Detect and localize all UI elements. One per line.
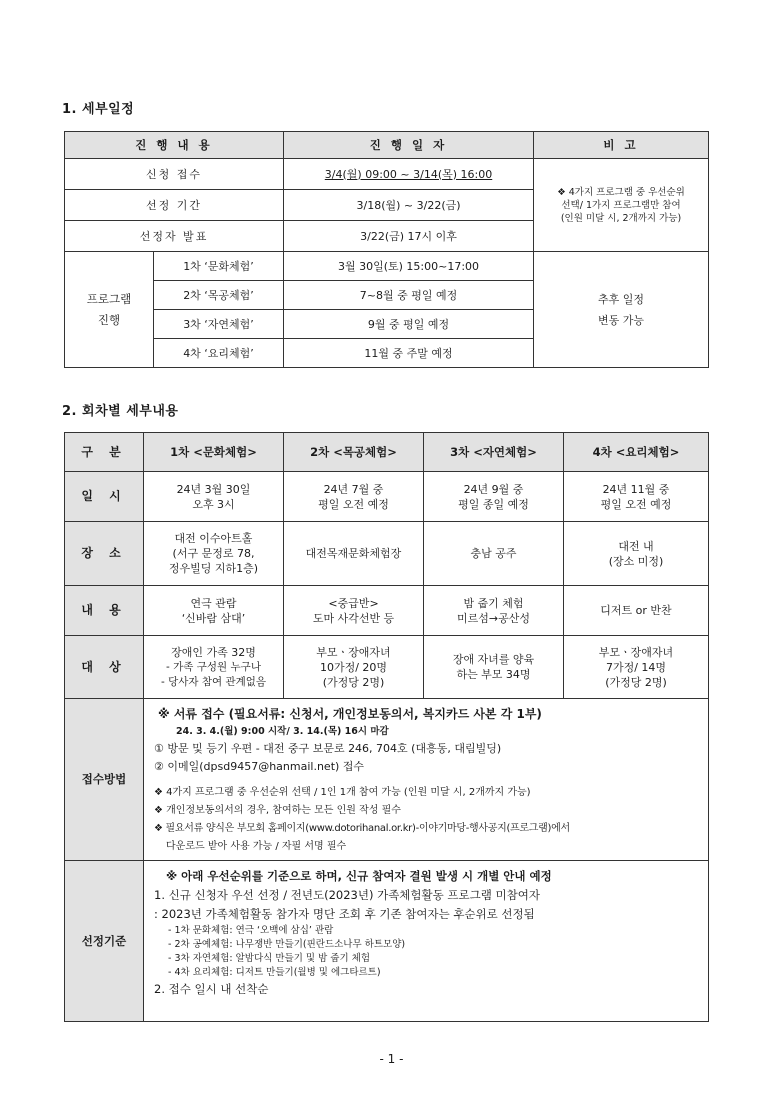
application-note: ❖ 필요서류 양식은 부모회 홈페이지(www.dotorihanal.or.kr)-이야기마당-행사공지(프로그램)에서	[154, 823, 570, 834]
criteria-item: 1. 신규 신청자 우선 선정 / 전년도(2023년) 가족체험활동 프로그램 미참여자	[154, 888, 540, 902]
content-cell: <중급반> 도마 사각선반 등	[284, 586, 424, 636]
schedule-date: 3/18(월) ~ 3/22(금)	[284, 190, 534, 221]
target-cell: 부모ㆍ장애자녀 10가정/ 20명 (가정당 2명)	[284, 636, 424, 699]
section1-title: 1. 세부일정	[62, 102, 135, 117]
section2-title: 2. 회차별 세부내용	[62, 404, 179, 419]
target-cell: 부모ㆍ장애자녀 7가정/ 14명 (가정당 2명)	[564, 636, 709, 699]
row-label-content: 내 용	[65, 586, 144, 636]
schedule-table	[64, 131, 709, 368]
row-label-datetime: 일 시	[65, 472, 144, 522]
location-cell: 대전 이수아트홀 (서구 문정로 78, 정우빌딩 지하1층)	[144, 522, 284, 586]
application-note: 다운로드 받아 사용 가능 / 자필 서명 필수	[166, 841, 347, 852]
details-header-round-3: 3차 <자연체험>	[424, 433, 564, 472]
criteria-sub-item: - 1차 문화체험: 연극 ‘오백에 삼십’ 관람	[168, 925, 334, 936]
program-name: 1차 ‘문화체험’	[154, 252, 284, 281]
criteria-cell	[144, 861, 709, 1022]
page-number: - 1 -	[379, 1052, 404, 1066]
details-header-round-4: 4차 <요리체험>	[564, 433, 709, 472]
program-name: 3차 ‘자연체험’	[154, 310, 284, 339]
criteria-sub-item: - 2차 공예체험: 나무쟁반 만들기(핀란드소나무 하트모양)	[168, 939, 406, 950]
criteria-sub-item: - 3차 자연체험: 알밤다식 만들기 및 밤 줍기 체험	[168, 953, 371, 964]
application-period: 24. 3. 4.(월) 9:00 시작/ 3. 14.(목) 16시 마감	[176, 726, 389, 737]
row-label-criteria: 선정기준	[65, 861, 144, 1022]
application-note: ❖ 4가지 프로그램 중 우선순위 선택 / 1인 1개 참여 가능 (인원 미달 시, 2개까지 가능)	[154, 787, 531, 798]
schedule-item: 신청 접수	[65, 159, 284, 190]
criteria-sub-item: - 4차 요리체험: 디저트 만들기(월병 및 에그타르트)	[168, 967, 381, 978]
application-method-cell	[144, 699, 709, 861]
program-note: 추후 일정 변동 가능	[534, 252, 709, 368]
schedule-date: 3/22(금) 17시 이후	[284, 221, 534, 252]
location-cell: 대전 내 (장소 미정)	[564, 522, 709, 586]
row-label-target: 대 상	[65, 636, 144, 699]
application-note: ❖ 개인정보동의서의 경우, 참여하는 모든 인원 작성 필수	[154, 805, 401, 816]
schedule-date: 3/4(월) 09:00 ~ 3/14(목) 16:00	[284, 159, 534, 190]
schedule-item: 선정자 발표	[65, 221, 284, 252]
details-header-round-1: 1차 <문화체험>	[144, 433, 284, 472]
details-table	[64, 432, 709, 1022]
datetime-cell: 24년 11월 중 평일 오전 예정	[564, 472, 709, 522]
datetime-cell: 24년 9월 중 평일 종일 예정	[424, 472, 564, 522]
location-cell: 대전목재문화체험장	[284, 522, 424, 586]
program-name: 4차 ‘요리체험’	[154, 339, 284, 368]
application-heading: ※ 서류 접수 (필요서류: 신청서, 개인정보동의서, 복지카드 사본 각 1부)	[158, 707, 542, 721]
location-cell: 충남 공주	[424, 522, 564, 586]
program-date: 9월 중 평일 예정	[284, 310, 534, 339]
row-label-application: 접수방법	[65, 699, 144, 861]
row-label-location: 장 소	[65, 522, 144, 586]
program-date: 7~8월 중 평일 예정	[284, 281, 534, 310]
schedule-header-date: 진 행 일 자	[284, 132, 534, 159]
schedule-header-item: 진 행 내 용	[65, 132, 284, 159]
criteria-item: : 2023년 가족체험활동 참가자 명단 조회 후 기존 참여자는 후순위로 선정됨	[154, 907, 535, 921]
schedule-item: 선정 기간	[65, 190, 284, 221]
schedule-header-note: 비 고	[534, 132, 709, 159]
application-method-visit: ① 방문 및 등기 우편 - 대전 중구 보문로 246, 704호 (대흥동, 대림빌딩)	[154, 742, 502, 755]
schedule-note: ❖ 4가지 프로그램 중 우선순위 선택/ 1가지 프로그램만 참여 (인원 미달 시, 2개까지 가능)	[534, 159, 709, 252]
content-cell: 디저트 or 반찬	[564, 586, 709, 636]
details-header-round-2: 2차 <목공체험>	[284, 433, 424, 472]
details-header-category: 구 분	[65, 433, 144, 472]
program-date: 3월 30일(토) 15:00~17:00	[284, 252, 534, 281]
target-cell: 장애인 가족 32명 - 가족 구성원 누구나 - 당사자 참여 관계없음	[144, 636, 284, 699]
program-label: 프로그램 진행	[65, 252, 154, 368]
criteria-heading: ※ 아래 우선순위를 기준으로 하며, 신규 참여자 결원 발생 시 개별 안내 예정	[166, 869, 552, 883]
datetime-cell: 24년 3월 30일 오후 3시	[144, 472, 284, 522]
target-cell: 장애 자녀를 양육 하는 부모 34명	[424, 636, 564, 699]
program-date: 11월 중 주말 예정	[284, 339, 534, 368]
datetime-cell: 24년 7월 중 평일 오전 예정	[284, 472, 424, 522]
criteria-item: 2. 접수 일시 내 선착순	[154, 982, 269, 996]
application-method-email: ② 이메일(dpsd9457@hanmail.net) 접수	[154, 760, 365, 773]
content-cell: 연극 관람 ‘신바람 삼대’	[144, 586, 284, 636]
content-cell: 밤 줍기 체험 미르섬→공산성	[424, 586, 564, 636]
program-name: 2차 ‘목공체험’	[154, 281, 284, 310]
